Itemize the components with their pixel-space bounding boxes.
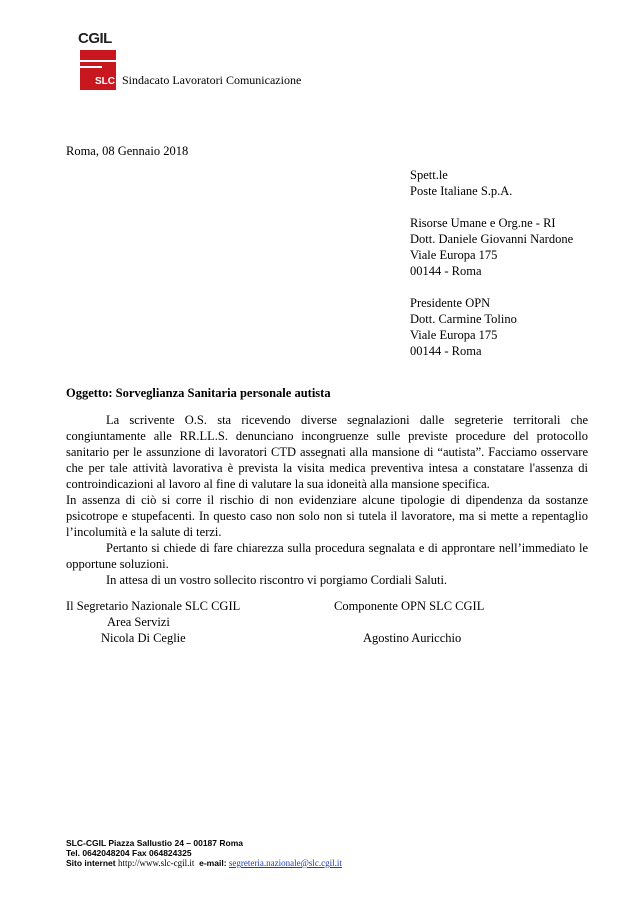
logo-cgil-text: CGIL — [78, 30, 112, 47]
body-paragraph-3: Pertanto si chiede di fare chiarezza sulla procedura segnalata e di approntare nell’immediato le opportune soluzioni. — [66, 541, 588, 571]
recipient-line: Presidente OPN — [410, 296, 491, 310]
date-line: Roma, 08 Gennaio 2018 — [66, 144, 189, 158]
recipient-line: Spett.le — [410, 168, 448, 182]
recipient-line: Dott. Carmine Tolino — [410, 312, 517, 326]
footer-email-link[interactable]: segreteria.nazionale@slc.cgil.it — [228, 858, 342, 868]
body-paragraph-2: In assenza di ciò si corre il rischio di non evidenziare alcune tipologie di dipendenza da sostanze psicotrope e stupefacenti. In questo caso non solo non si tutela il lavoratore, ma si mette a repentaglio l’incolumità e la salute di terzi. — [66, 493, 588, 539]
recipient-line: 00144 - Roma — [410, 264, 482, 278]
recipient-line: Risorse Umane e Org.ne - RI — [410, 216, 556, 230]
recipient-line: Viale Europa 175 — [410, 248, 498, 262]
recipient-line: Viale Europa 175 — [410, 328, 498, 342]
footer-contacts — [66, 858, 342, 869]
logo-red-block — [80, 50, 116, 90]
footer-email-label: e-mail: — [199, 858, 227, 868]
signature-right-name: Agostino Auricchio — [363, 631, 462, 645]
body-paragraph-4: In attesa di un vostro sollecito riscontro vi porgiamo Cordiali Saluti. — [106, 573, 448, 587]
footer-site-label: Sito internet — [66, 858, 116, 868]
signature-right-role: Componente OPN SLC CGIL — [334, 599, 485, 613]
recipient-line: Dott. Daniele Giovanni Nardone — [410, 232, 574, 246]
cgil-slc-logo — [78, 30, 118, 90]
signature-left-name: Nicola Di Ceglie — [101, 631, 186, 645]
signature-left-area: Area Servizi — [107, 615, 170, 629]
body-paragraph-1: La scrivente O.S. sta ricevendo diverse segnalazioni dalle segreterie territorali che congiuntamente alle RR.LL.S. denunciano incongruenze sulle previste procedure del protocollo sanitario per le assunzione di lavoratori CTD assegnati alla mansione di “autista”. Facciamo osservare che per tale attività lavorativa è prevista la visita medica preventiva intesa a constatare l'assenza di controindicazioni al lavoro al fine di valutare la sua idoneità alla mansione specifica. — [66, 413, 588, 491]
union-name: Sindacato Lavoratori Comunicazione — [122, 73, 302, 87]
recipient-line: Poste Italiane S.p.A. — [410, 184, 513, 198]
subject-line: Oggetto: Sorveglianza Sanitaria personale autista — [66, 386, 331, 400]
logo-slc-text: SLC — [95, 76, 115, 87]
footer-phone: Tel. 0642048204 Fax 064824325 — [66, 848, 192, 858]
footer-address: SLC-CGIL Piazza Sallustio 24 – 00187 Roma — [66, 838, 243, 848]
signature-left-role: Il Segretario Nazionale SLC CGIL — [66, 599, 241, 613]
recipient-line: 00144 - Roma — [410, 344, 482, 358]
footer-site-url[interactable]: http://www.slc-cgil.it — [117, 858, 195, 868]
